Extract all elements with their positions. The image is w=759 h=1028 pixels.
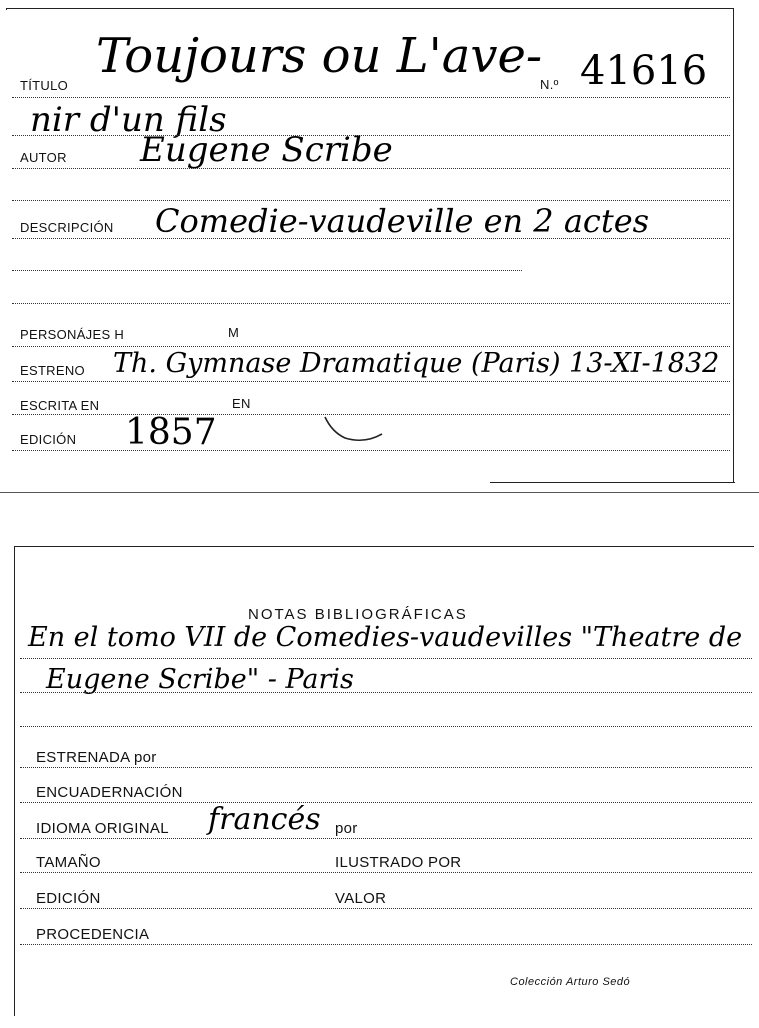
descripcion-line bbox=[12, 238, 730, 239]
encuadernacion-label: ENCUADERNACIÓN bbox=[36, 784, 183, 801]
idioma-value: francés bbox=[208, 802, 321, 837]
personajes-label: PERSONÁJES H bbox=[20, 327, 125, 342]
edicion-label: EDICIÓN bbox=[36, 890, 101, 907]
notas-line-2: Eugene Scribe" - Paris bbox=[46, 664, 354, 695]
descripcion-value: Comedie-vaudeville en 2 actes bbox=[155, 202, 650, 240]
notas-rule-3 bbox=[20, 726, 752, 727]
tamano-label: TAMAÑO bbox=[36, 854, 101, 871]
card-top-edge bbox=[14, 546, 754, 547]
coleccion-label: Colección Arturo Sedó bbox=[510, 976, 631, 988]
estrenada-line bbox=[20, 767, 752, 768]
card-left-border bbox=[6, 8, 7, 10]
edicion-line bbox=[20, 908, 752, 909]
number-label: N.º bbox=[540, 77, 559, 92]
card-separator bbox=[0, 492, 759, 493]
por-label: por bbox=[335, 820, 358, 837]
edicion-line bbox=[12, 450, 730, 451]
edicion-label: EDICIÓN bbox=[20, 432, 77, 447]
notas-line-1: En el tomo VII de Comedies-vaudevilles "Theatre de bbox=[28, 622, 743, 653]
estreno-value: Th. Gymnase Dramatique (Paris) 13-XI-1832 bbox=[113, 348, 720, 379]
autor-line bbox=[12, 168, 730, 169]
hand-mark-icon bbox=[320, 412, 390, 446]
card-number: 41616 bbox=[580, 48, 708, 94]
titulo-label: TÍTULO bbox=[20, 78, 69, 93]
blank-line-1 bbox=[12, 200, 730, 201]
autor-value: Eugene Scribe bbox=[140, 130, 393, 170]
notas-rule-2 bbox=[20, 692, 752, 693]
estreno-label: ESTRENO bbox=[20, 363, 85, 378]
tamano-line bbox=[20, 872, 752, 873]
edicion-value: 1857 bbox=[125, 412, 217, 453]
personajes-line bbox=[12, 346, 730, 347]
ilustrado-label: ILUSTRADO POR bbox=[335, 854, 462, 871]
valor-label: VALOR bbox=[335, 890, 387, 907]
blank-line-2 bbox=[12, 270, 522, 271]
autor-label: AUTOR bbox=[20, 150, 67, 165]
procedencia-line bbox=[20, 944, 752, 945]
card-left-border bbox=[14, 546, 15, 1016]
idioma-label: IDIOMA ORIGINAL bbox=[36, 820, 169, 837]
estreno-line bbox=[12, 381, 730, 382]
descripcion-label: DESCRIPCIÓN bbox=[20, 220, 114, 235]
titulo-value: Toujours ou L'ave- bbox=[96, 28, 543, 84]
titulo-line bbox=[12, 97, 730, 98]
notas-title: NOTAS BIBLIOGRÁFICAS bbox=[248, 606, 468, 623]
escrita-label: ESCRITA EN bbox=[20, 398, 100, 413]
idioma-line bbox=[20, 838, 752, 839]
card-right-border bbox=[733, 8, 734, 483]
en-label: EN bbox=[232, 396, 251, 411]
catalog-card-top bbox=[0, 0, 759, 495]
estrenada-label: ESTRENADA por bbox=[36, 749, 157, 766]
procedencia-label: PROCEDENCIA bbox=[36, 926, 150, 943]
notas-rule-1 bbox=[20, 658, 752, 659]
card-top-edge bbox=[6, 8, 734, 9]
catalog-card-bottom bbox=[0, 540, 759, 1028]
titulo-value-continued: nir d'un fils bbox=[30, 100, 227, 140]
card-bottom-edge bbox=[490, 482, 735, 483]
blank-line-3 bbox=[12, 303, 730, 304]
encuadernacion-line bbox=[20, 802, 752, 803]
personajes-m-label: M bbox=[228, 325, 240, 340]
